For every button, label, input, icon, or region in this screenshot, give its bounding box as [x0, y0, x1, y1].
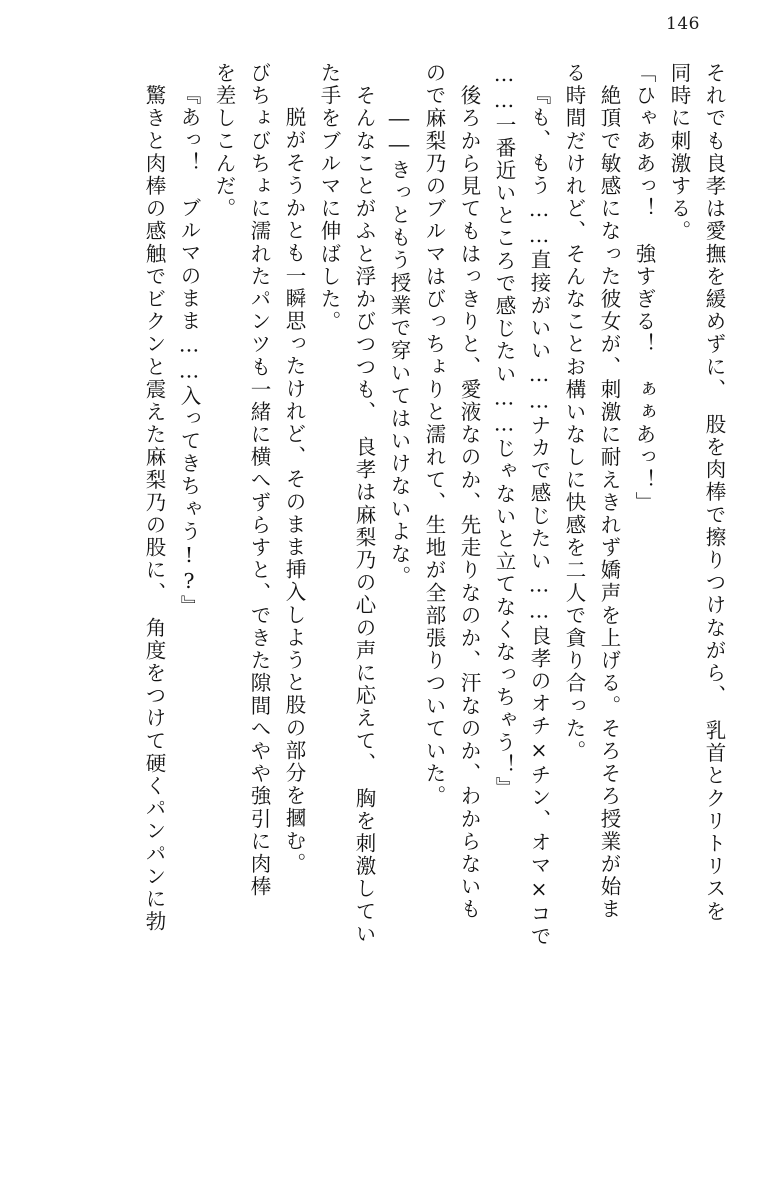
text-column: る時間だけれど、そんなことお構いなしに快感を二人で貪り合った。 — [562, 62, 586, 763]
text-column: 「ひゃああっ！ 強すぎる！ ぁぁあっ！」 — [632, 62, 656, 514]
text-column: 同時に刺激する。 — [667, 62, 691, 243]
page-number: 146 — [666, 14, 700, 34]
text-column: それでも良孝は愛撫を緩めずに、 股を肉棒で擦りつけながら、 乳首とクリトリスを — [702, 62, 726, 923]
text-column: 絶頂で敏感になった彼女が、刺激に耐えきれず嬌声を上げる。そろそろ授業が始ま — [597, 62, 621, 921]
text-column: 『あっ！ ブルマのまま……入ってきちゃう!?』 — [177, 84, 201, 618]
text-column: た手をブルマに伸ばした。 — [317, 62, 341, 334]
text-column: 後ろから見てもはっきりと、愛液なのか、先走りなのか、汗なのか、わからないも — [457, 62, 481, 921]
text-column: ……一番近いところで感じたい……じゃないと立てなくなっちゃう！』 — [492, 62, 516, 800]
text-column: 脱がそうかとも一瞬思ったけれど、そのまま挿入しようと股の部分を摑む。 — [282, 84, 306, 875]
text-column: 驚きと肉棒の感触でビクンと震えた麻梨乃の股に、 角度をつけて硬くパンパンに勃 — [142, 62, 166, 934]
text-column: ので麻梨乃のブルマはびっちょりと濡れて、生地が全部張りついていた。 — [422, 62, 446, 808]
text-column: そんなことがふと浮かびつつも、 良孝は麻梨乃の心の声に応えて、 胸を刺激してい — [352, 62, 376, 946]
text-column: びちょびちょに濡れたパンツも一緒に横へずらすと、できた隙間へやや強引に肉棒 — [247, 62, 271, 899]
vertical-text-body — [48, 62, 724, 1160]
text-column: 『も、もう……直接がいい……ナカで感じたい……良孝のオチ×チン、オマ×コで — [527, 84, 551, 949]
text-column: ――きっともう授業で穿いてはいけないよな。 — [387, 84, 411, 589]
text-column: を差しこんだ。 — [212, 62, 236, 221]
